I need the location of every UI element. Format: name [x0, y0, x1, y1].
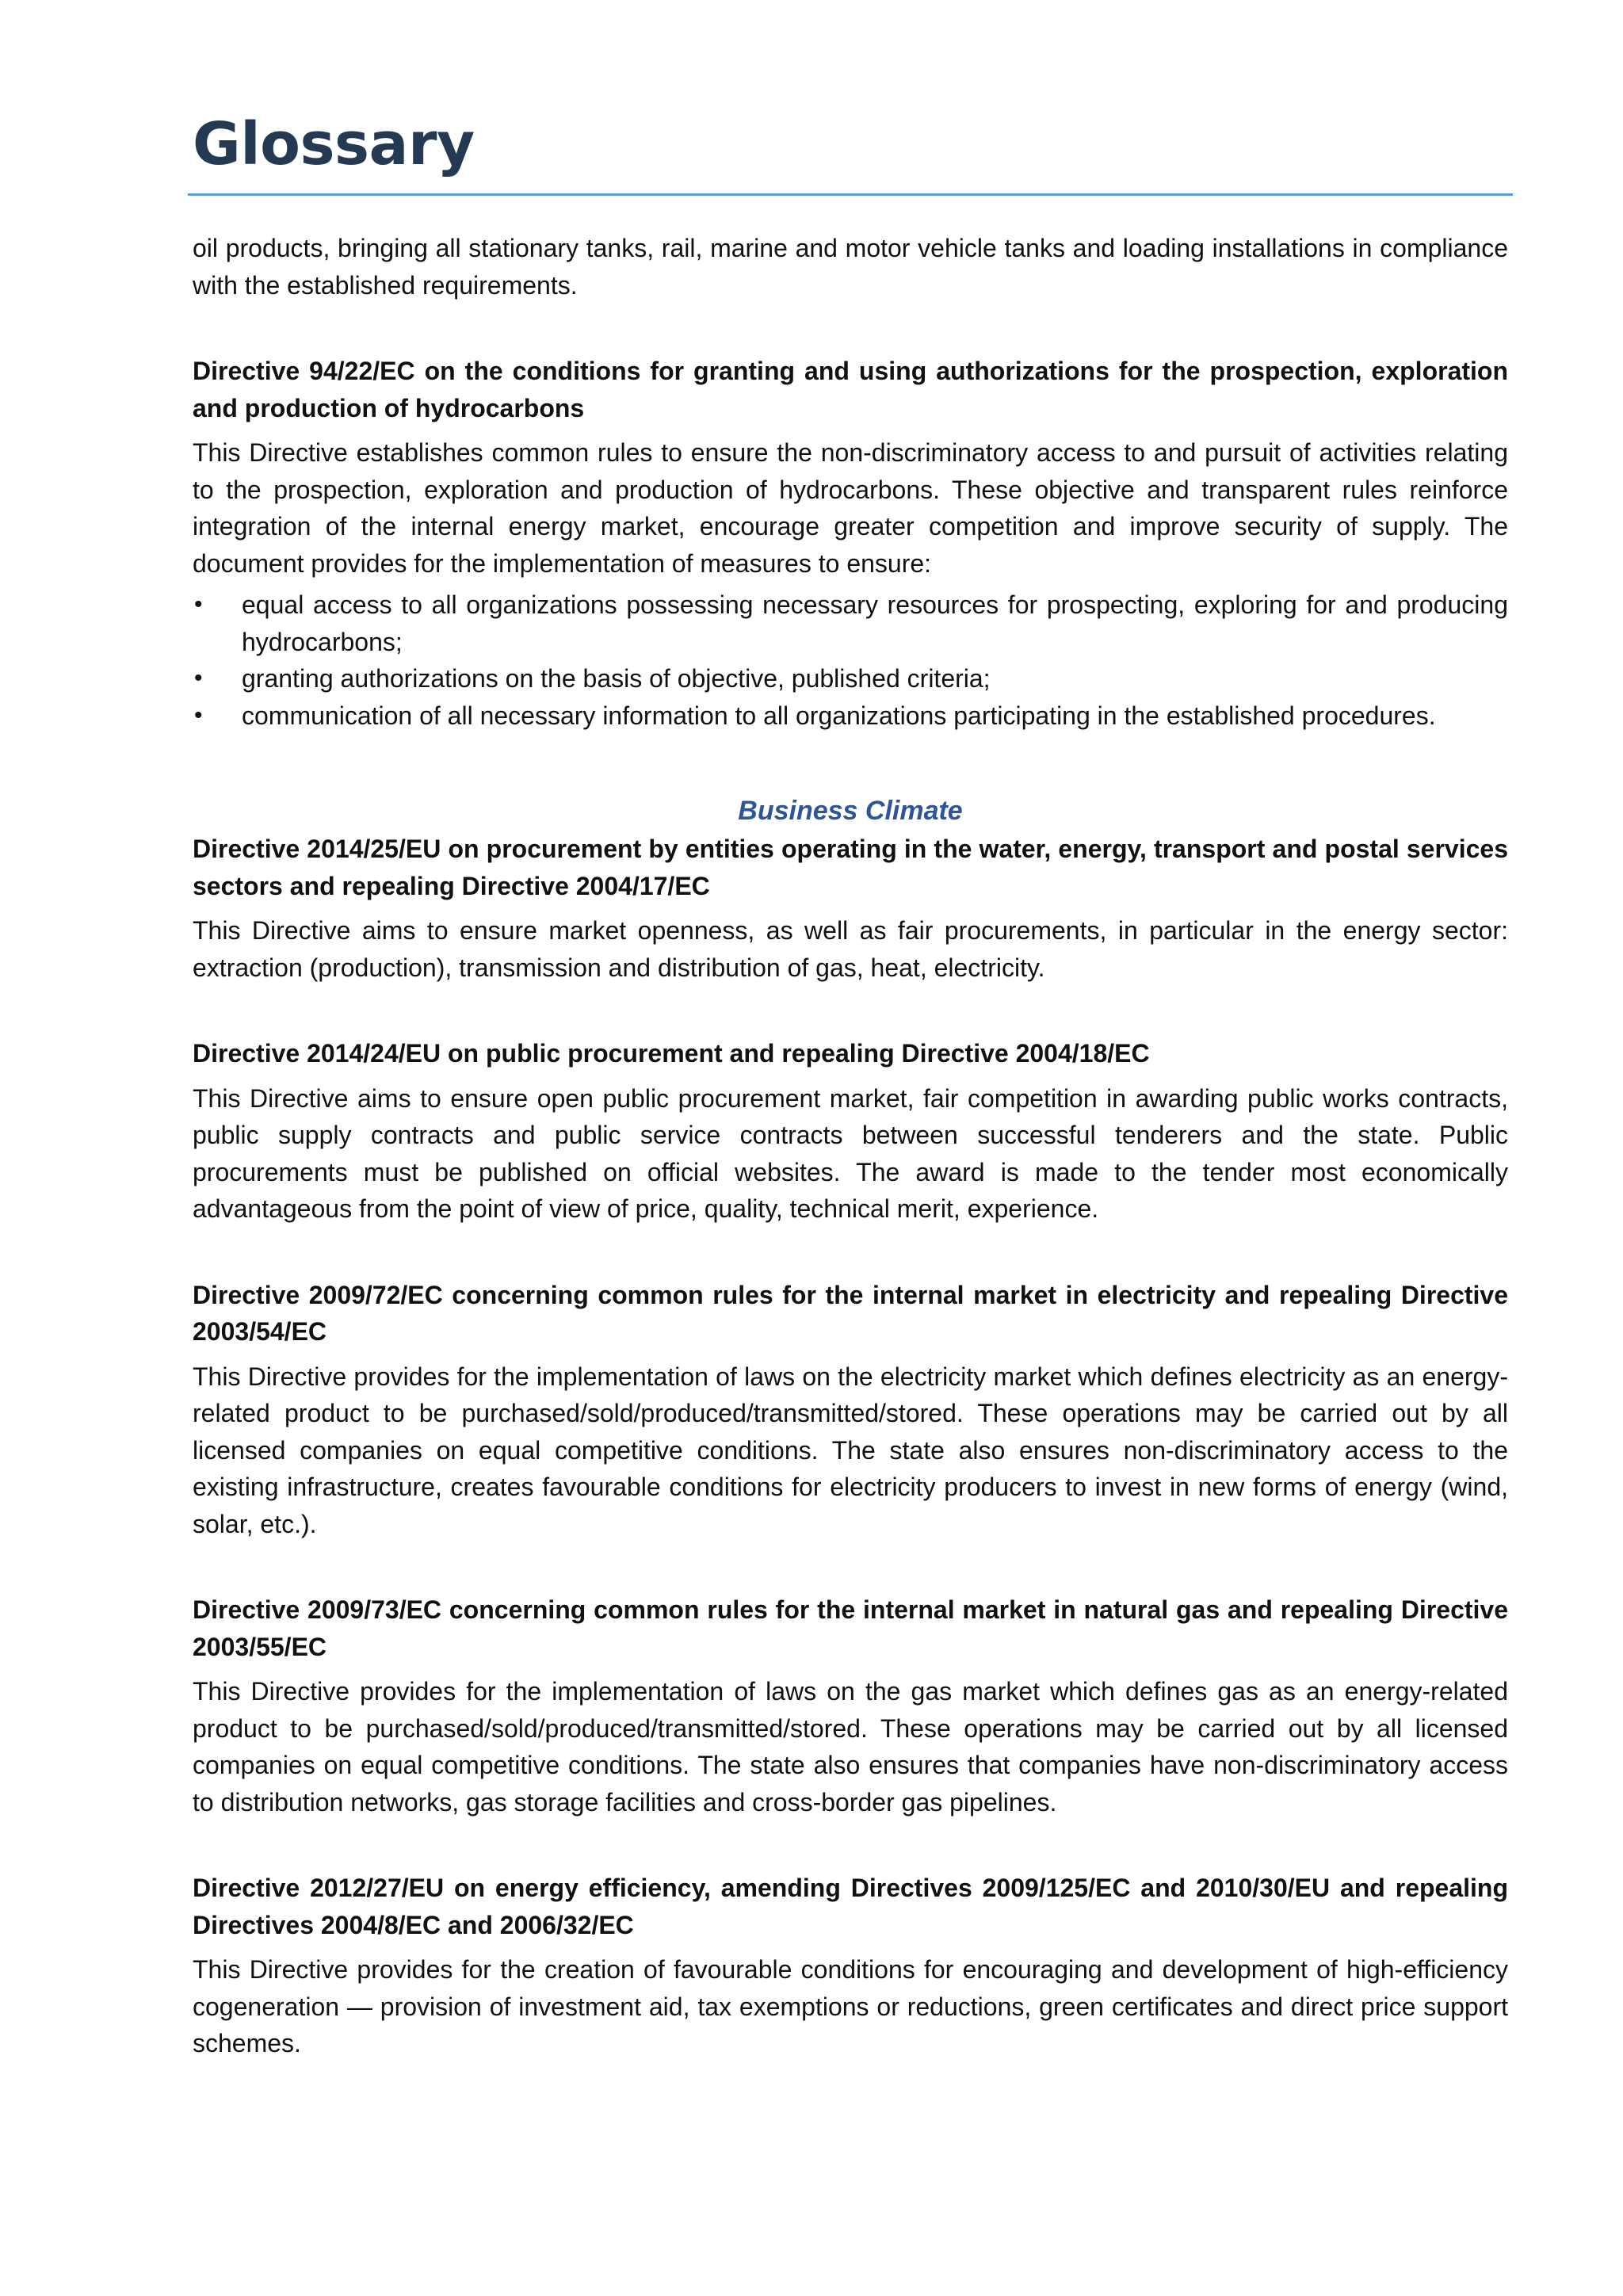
document-page — [193, 0, 1508, 2057]
list-item — [193, 586, 1508, 660]
requirements-list — [193, 586, 1508, 734]
list-item — [193, 660, 1508, 697]
directive-body: This Directive aims to ensure open public procurement market, fair competition in awarding public works contracts, public supply contracts and public service contracts between successful tenderers and the state. Public procurements must be published on official websites. The award is made to the tender most economically advantageous from the point of view of price, quality, technical merit, experience. — [193, 1083, 1508, 1223]
list-item-text: communication of all necessary information to all organizations participating in the established procedures. — [242, 701, 1436, 730]
directive-body: This Directive provides for the creation of favourable conditions for encouraging and development of high-efficiency cogeneration — provision of investment aid, tax exemptions or reductions, green certificates and direct price support schemes. — [193, 1955, 1508, 2057]
directive-body: This Directive provides for the implementation of laws on the electricity market which defines electricity as an energy-related product to be purchased/sold/produced/transmitted/stored. These operations may be carried out by all licensed companies on equal competitive conditions. The state also ensures non-discriminatory access to the existing infrastructure, creates favourable conditions for electricity producers to invest in new forms of energy (wind, solar, etc.). — [193, 1362, 1508, 1538]
section-title-business-climate: Business Climate — [738, 796, 963, 826]
directive-heading: Directive 2009/72/EC concerning common rules for the internal market in electricity and repealing Directive 2003/54/EC — [193, 1280, 1508, 1346]
document-content — [193, 230, 1508, 2062]
directive-94-22-section — [193, 353, 1508, 734]
bullet-icon: • — [194, 701, 203, 728]
list-item — [193, 697, 1508, 735]
directive-heading: Directive 2014/25/EU on procurement by entities operating in the water, energy, transport and postal services sectors and repealing Directive 2004/17/EC — [193, 835, 1508, 900]
directive-heading: Directive 2012/27/EU on energy efficiency, amending Directives 2009/125/EC and 2010/30/EU and repealing Directives 2004/8/EC and 2006/32/EC — [193, 1874, 1508, 1939]
bullet-icon: • — [194, 591, 203, 617]
directive-body: This Directive provides for the implementation of laws on the gas market which defines gas as an energy-related product to be purchased/sold/produced/transmitted/stored. These operations may be carried out by all licensed companies on equal competitive conditions. The state also ensures that companies have non-discriminatory access to distribution networks, gas storage facilities and cross-border gas pipelines. — [193, 1677, 1508, 1817]
directive-heading: Directive 2014/24/EU on public procurement and repealing Directive 2004/18/EC — [193, 1039, 1150, 1068]
directive-heading: Directive 2009/73/EC concerning common rules for the internal market in natural gas and repealing Directive 2003/55/EC — [193, 1595, 1508, 1661]
bullet-icon: • — [194, 665, 203, 691]
directive-2014-25-section — [193, 831, 1508, 986]
directive-2012-27-section — [193, 1870, 1508, 2062]
directive-heading: Directive 94/22/EC on the conditions for granting and using authorizations for the prospection, exploration and production of hydrocarbons — [193, 357, 1508, 422]
directive-2014-24-section — [193, 1035, 1508, 1228]
list-item-text: granting authorizations on the basis of objective, published criteria; — [242, 664, 991, 693]
list-item-text: equal access to all organizations possessing necessary resources for prospecting, exploring for and producing hydrocarbons; — [242, 590, 1508, 656]
page-title: Glossary — [193, 110, 475, 178]
directive-2009-73-section — [193, 1591, 1508, 1820]
directive-2009-72-section — [193, 1277, 1508, 1543]
directive-body: This Directive establishes common rules to ensure the non-discriminatory access to and pursuit of activities relating to the prospection, exploration and production of hydrocarbons. These objective and transparent rules reinforce integration of the internal energy market, encourage greater competition and improve security of supply. The document provides for the implementation of measures to ensure: — [193, 438, 1508, 578]
intro-paragraph: oil products, bringing all stationary tanks, rail, marine and motor vehicle tanks and loading installations in compliance with the established requirements. — [193, 234, 1508, 300]
title-divider — [188, 193, 1513, 196]
directive-body: This Directive aims to ensure market openness, as well as fair procurements, in particular in the energy sector: extraction (production), transmission and distribution of gas, heat, electricity. — [193, 916, 1508, 982]
